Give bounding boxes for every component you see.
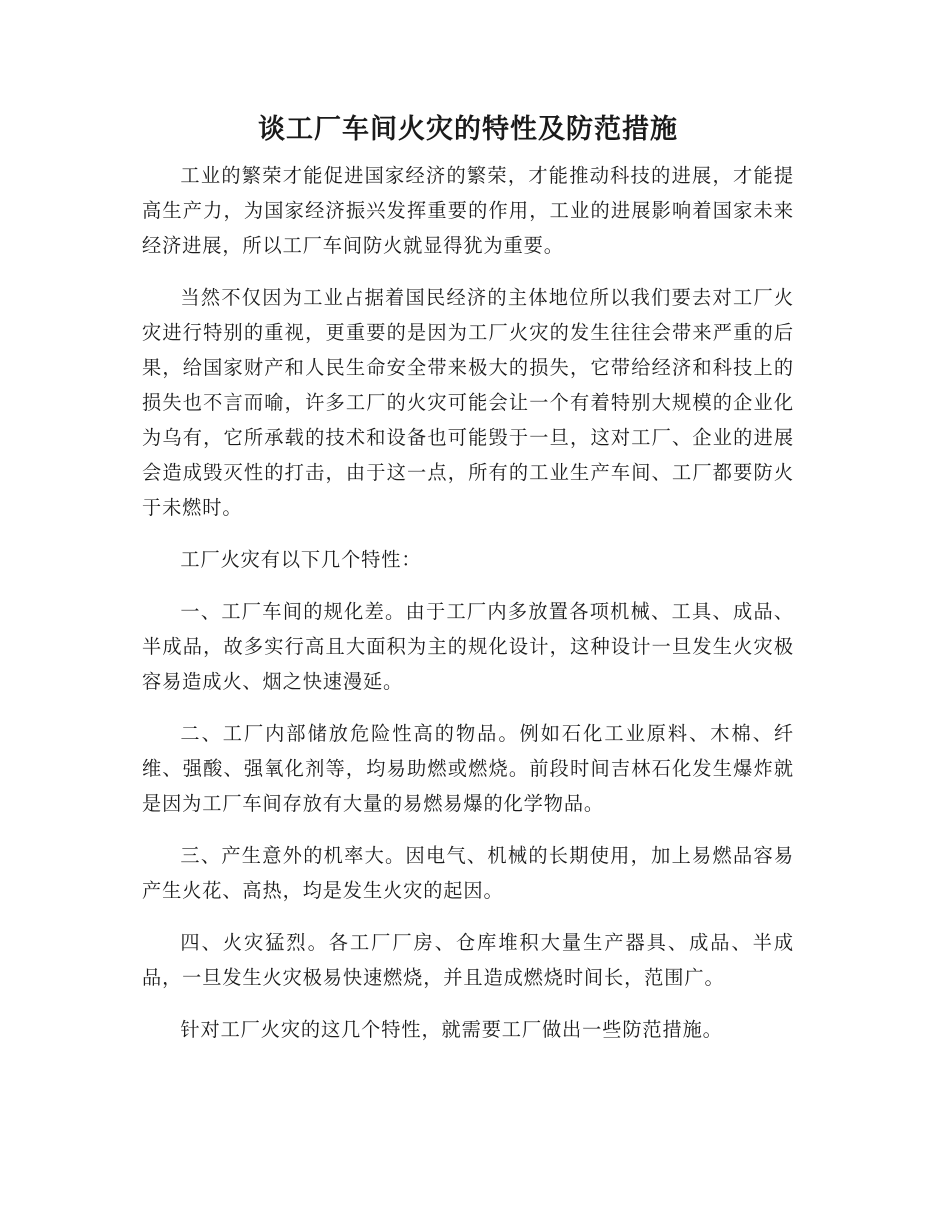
paragraph-characteristic-4: 四、火灾猛烈。各工厂厂房、仓库堆积大量生产器具、成品、半成品，一旦发生火灾极易快速燃烧，并且造成燃烧时间长，范围广。	[142, 931, 794, 989]
paragraph-characteristic-3: 三、产生意外的机率大。因电气、机械的长期使用，加上易燃品容易产生火花、高热，均是发生火灾的起因。	[142, 844, 794, 902]
paragraph-characteristics-heading: 工厂火灾有以下几个特性：	[180, 548, 422, 571]
paragraph-characteristic-1: 一、工厂车间的规化差。由于工厂内多放置各项机械、工具、成品、半成品，故多实行高且大面积为主的规化设计，这种设计一旦发生火灾极容易造成火、烟之快速漫延。	[142, 600, 794, 693]
paragraph-importance: 当然不仅因为工业占据着国民经济的主体地位所以我们要去对工厂火灾进行特别的重视，更重要的是因为工厂火灾的发生往往会带来严重的后果，给国家财产和人民生命安全带来极大的损失，它带给经济和科技上的损失也不言而喻，许多工厂的火灾可能会让一个有着特别大规模的企业化为乌有，它所承载的技术和设备也可能毁于一旦，这对工厂、企业的进展会造成毁灭性的打击，由于这一点，所有的工业生产车间、工厂都要防火于未燃时。	[142, 286, 794, 519]
paragraph-intro: 工业的繁荣才能促进国家经济的繁荣，才能推动科技的进展，才能提高生产力，为国家经济振兴发挥重要的作用，工业的进展影响着国家未来经济进展，所以工厂车间防火就显得犹为重要。	[142, 164, 794, 257]
document-title: 谈工厂车间火灾的特性及防范措施	[258, 114, 678, 145]
paragraph-measures-intro: 针对工厂火灾的这几个特性，就需要工厂做出一些防范措施。	[180, 1018, 723, 1041]
paragraph-characteristic-2: 二、工厂内部储放危险性高的物品。例如石化工业原料、木棉、纤维、强酸、强氧化剂等，均易助燃或燃烧。前段时间吉林石化发生爆炸就是因为工厂车间存放有大量的易燃易爆的化学物品。	[142, 722, 794, 815]
